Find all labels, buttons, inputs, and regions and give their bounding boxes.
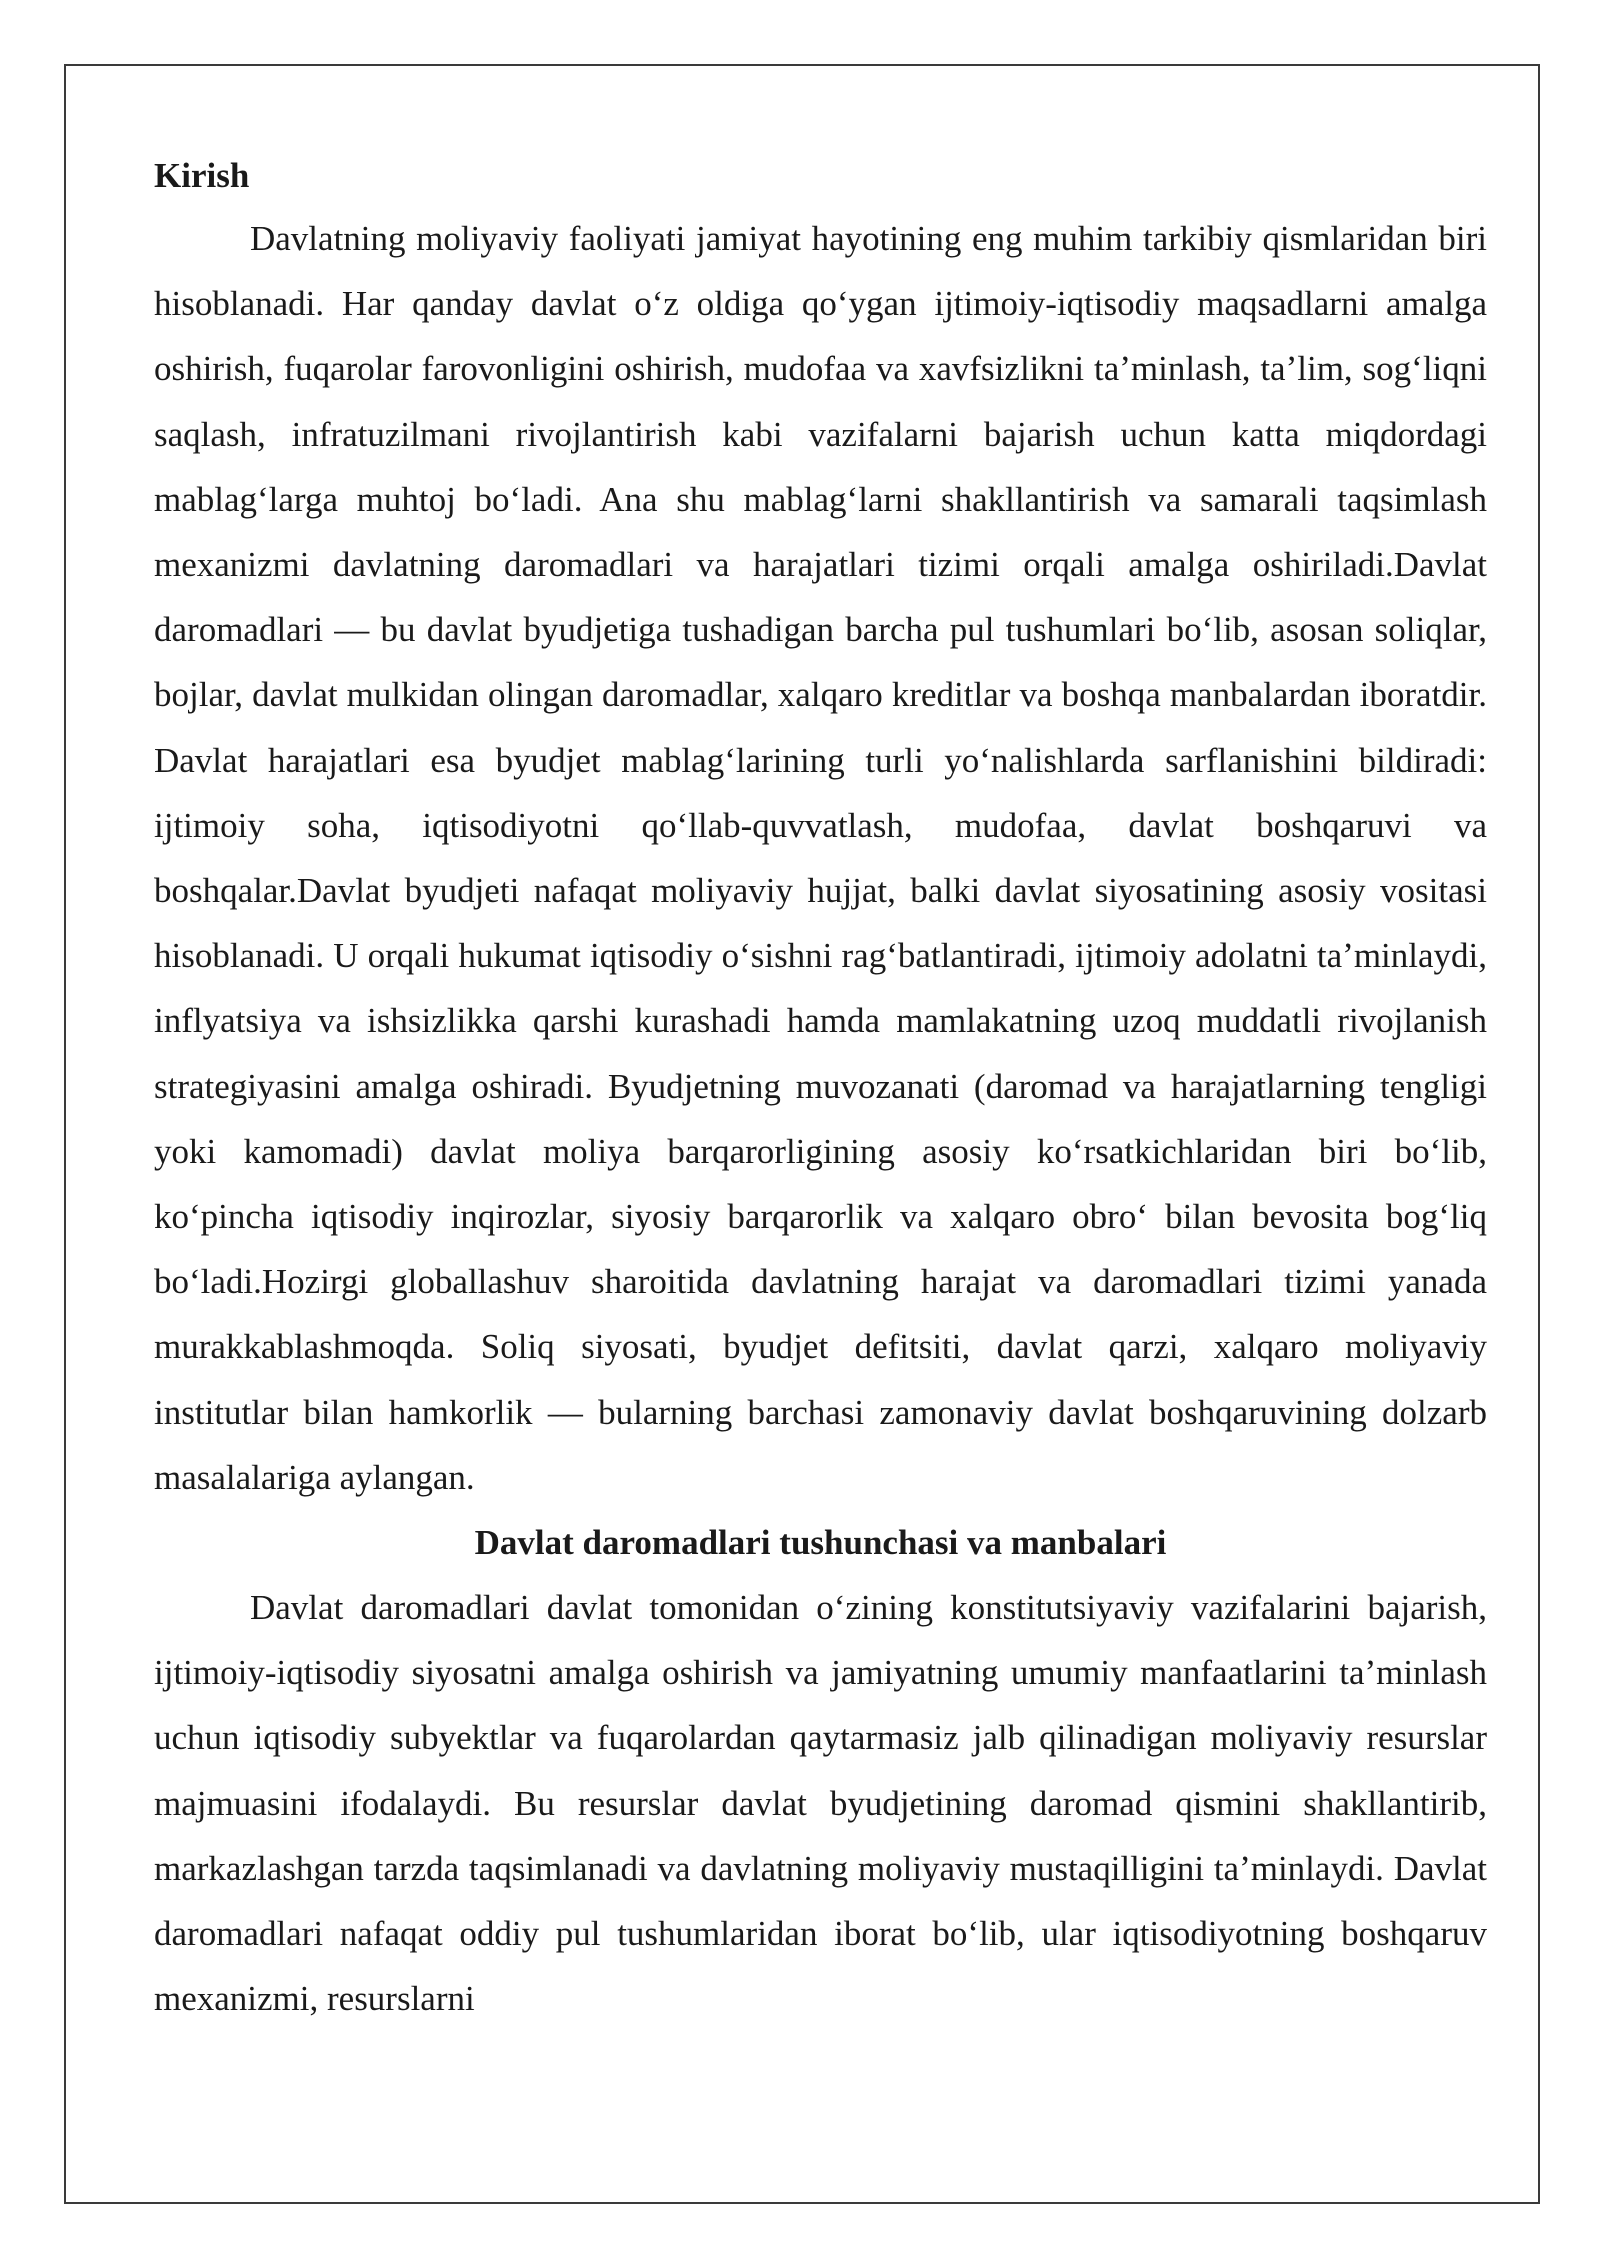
- intro-heading: Kirish: [154, 156, 250, 195]
- intro-paragraph: Davlatning moliyaviy faoliyati jamiyat hayotining eng muhim tarkibiy qismlaridan biri hisoblanadi. Har qanday davlat oʻz oldiga qoʻygan ijtimoiy-iqtisodiy maqsadlarni amalga oshirish, fuqarolar farovonligini oshirish, mudofaa va xavfsizlikni taʼminlash, taʼlim, sogʻliqni saqlash, infratuzilmani rivojlantirish kabi vazifalarni bajarish uchun katta miqdordagi mablagʻlarga muhtoj boʻladi. Ana shu mablagʻlarni shakllantirish va samarali taqsimlash mexanizmi davlatning daromadlari va harajatlari tizimi orqali amalga oshiriladi.Davlat daromadlari — bu davlat byudjetiga tushadigan barcha pul tushumlari boʻlib, asosan soliqlar, bojlar, davlat mulkidan olingan daromadlar, xalqaro kreditlar va boshqa manbalardan iboratdir. Davlat harajatlari esa byudjet mablagʻlarining turli yoʻnalishlarda sarflanishini bildiradi: ijtimoiy soha, iqtisodiyotni qoʻllab-quvvatlash, mudofaa, davlat boshqaruvi va boshqalar.Davlat byudjeti nafaqat moliyaviy hujjat, balki davlat siyosatining asosiy vositasi hisoblanadi. U orqali hukumat iqtisodiy oʻsishni ragʻbatlantiradi, ijtimoiy adolatni taʼminlaydi, inflyatsiya va ishsizlikka qarshi kurashadi hamda mamlakatning uzoq muddatli rivojlanish strategiyasini amalga oshiradi. Byudjetning muvozanati (daromad va harajatlarning tengligi yoki kamomadi) davlat moliya barqarorligining asosiy koʻrsatkichlaridan biri boʻlib, koʻpincha iqtisodiy inqirozlar, siyosiy barqarorlik va xalqaro obroʻ bilan bevosita bogʻliq boʻladi.Hozirgi globallashuv sharoitida davlatning harajat va daromadlari tizimi yanada murakkablashmoqda. Soliq siyosati, byudjet defitsiti, davlat qarzi, xalqaro moliyaviy institutlar bilan hamkorlik — bularning barchasi zamonaviy davlat boshqaruvining dolzarb masalalariga aylangan.: [154, 219, 1487, 1497]
- document-body: [154, 146, 1487, 2031]
- section-heading: Davlat daromadlari tushunchasi va manbalari: [474, 1523, 1167, 1563]
- section-paragraph: Davlat daromadlari davlat tomonidan oʻzining konstitutsiyaviy vazifalarini bajarish, ijtimoiy-iqtisodiy siyosatni amalga oshirish va jamiyatning umumiy manfaatlarini taʼminlash uchun iqtisodiy subyektlar va fuqarolardan qaytarmasiz jalb qilinadigan moliyaviy resurslar majmuasini ifodalaydi. Bu resurslar davlat byudjetining daromad qismini shakllantirib, markazlashgan tarzda taqsimlanadi va davlatning moliyaviy mustaqilligini taʼminlaydi. Davlat daromadlari nafaqat oddiy pul tushumlaridan iborat boʻlib, ular iqtisodiyotning boshqaruv mexanizmi, resurslarni: [154, 1588, 1487, 2019]
